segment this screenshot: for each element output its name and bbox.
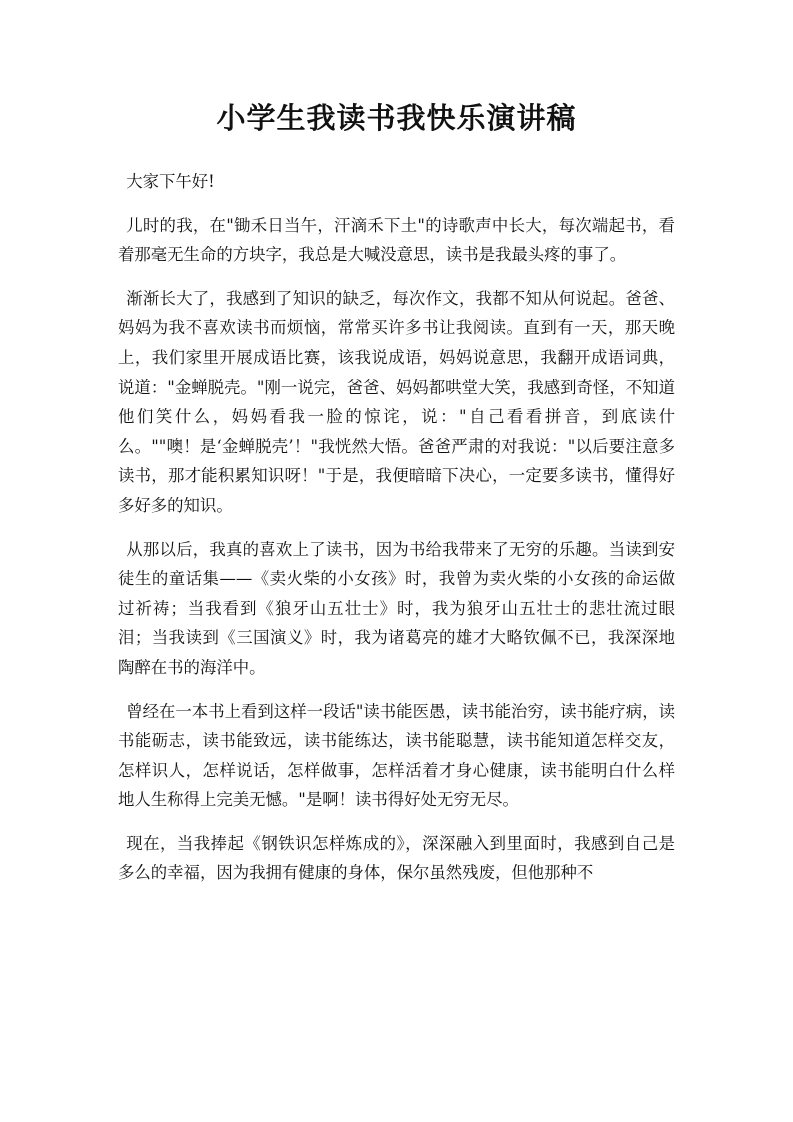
body-paragraph-childhood: 儿时的我，在"锄禾日当午，汗滴禾下土"的诗歌声中长大，每次端起书，看着那毫无生命的方块字，我总是大喊没意思，读书是我最头疼的事了。 [118,215,675,265]
body-paragraph-quote: 曾经在一本书上看到这样一段话"读书能医愚，读书能治穷，读书能疗病，读书能砺志，读书能致远，读书能练达，读书能聪慧，读书能知道怎样交友，怎样识人，怎样说话，怎样做事，怎样活着才身心健康，读书能明白什么样地人生称得上完美无憾。"是啊！读书得好处无穷无尽。 [118,701,675,810]
body-paragraph-idiom-contest: 渐渐长大了，我感到了知识的缺乏，每次作文，我都不知从何说起。爸爸、妈妈为我不喜欢读书而烦恼，常常买许多书让我阅读。直到有一天，那天晚上，我们家里开展成语比赛，该我说成语，妈妈说意思，我翻开成语词典，说道："金蝉脱壳。"刚一说完，爸爸、妈妈都哄堂大笑，我感到奇怪，不知道他们笑什么，妈妈看我一脸的惊诧，说："自己看看拼音，到底读什么。""噢！是‘金蝉脱壳’！"我恍然大悟。爸爸严肃的对我说："以后要注意多读书，那才能积累知识呀！"于是，我便暗暗下决心，一定要多读书，懂得好多好多的知识。 [118,288,675,515]
body-paragraph-current: 现在，当我捧起《钢铁识怎样炼成的》，深深融入到里面时，我感到自己是多么的幸福，因为我拥有健康的身体，保尔虽然残废，但他那种不 [118,833,675,883]
greeting-paragraph: 大家下午好! [126,172,215,191]
body-paragraph-reading-joy: 从那以后，我真的喜欢上了读书，因为书给我带来了无穷的乐趣。当读到安徒生的童话集——《卖火柴的小女孩》时，我曾为卖火柴的小女孩的命运做过祈祷；当我看到《狼牙山五壮士》时，我为狼牙山五壮士的悲壮流过眼泪；当我读到《三国演义》时，我为诸葛亮的雄才大略钦佩不已，我深深地陶醉在书的海洋中。 [118,539,675,677]
document-title: 小学生我读书我快乐演讲稿 [216,101,577,135]
